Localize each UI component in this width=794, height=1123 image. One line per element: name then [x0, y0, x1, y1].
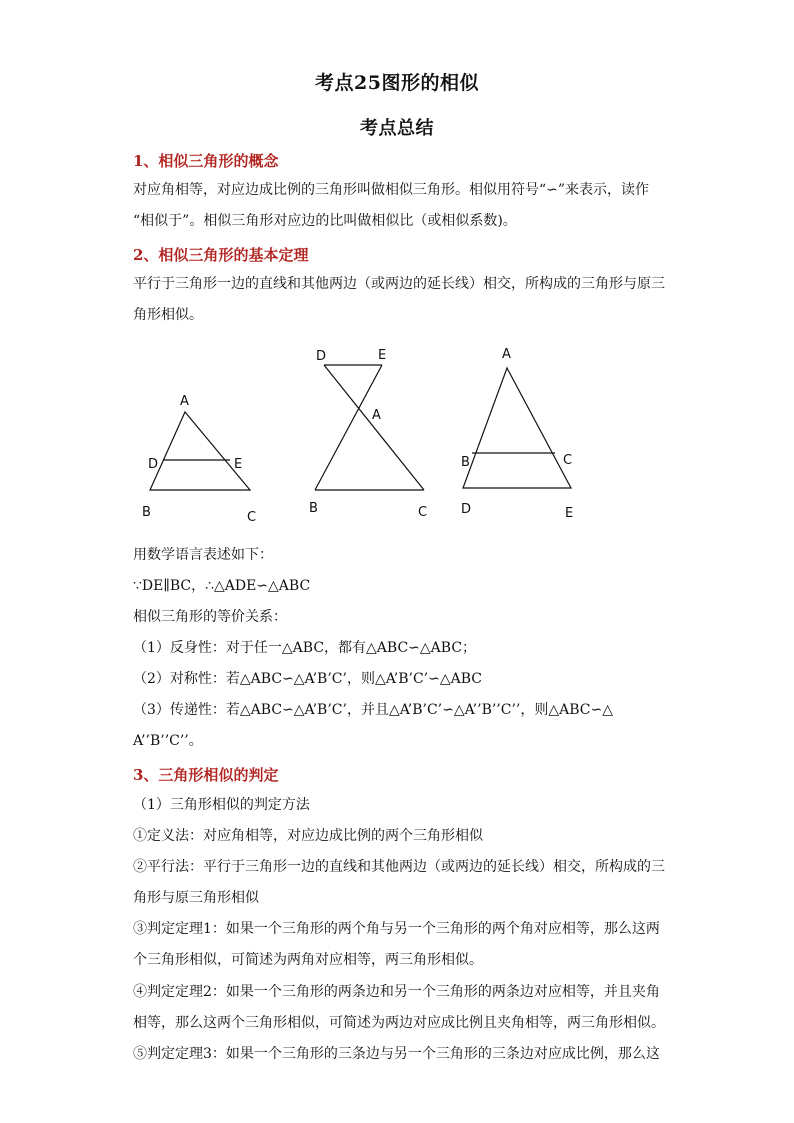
- figure-hourglass: [300, 340, 450, 525]
- label-e: E: [378, 348, 387, 363]
- label-d: D: [461, 502, 472, 517]
- method-theorem3: ⑤判定定理3：如果一个三角形的三条边与另一个三角形的三条边对应成比例，那么这: [133, 1046, 660, 1062]
- relation-symmetric: （2）对称性：若△ABC∽△A’B’C’，则△A’B’C’∽△ABC: [133, 671, 482, 687]
- relation-reflexive: （1）反身性：对于任一△ABC，都有△ABC∽△ABC；: [133, 640, 477, 656]
- section2-heading: 2、相似三角形的基本定理: [133, 246, 309, 264]
- label-c: C: [418, 505, 428, 520]
- section1-heading: 1、相似三角形的概念: [133, 152, 279, 170]
- relation-transitive-cont: A’’B’’C’’。: [133, 733, 203, 749]
- label-a: A: [180, 394, 189, 409]
- section3-heading: 3、三角形相似的判定: [133, 766, 279, 784]
- label-a: A: [502, 347, 511, 362]
- method-parallel-cont: 角形与原三角形相似: [133, 890, 259, 906]
- method-theorem1-cont: 个三角形相似，可简述为两角对应相等，两三角形相似。: [133, 952, 483, 968]
- segment-dc: [324, 365, 424, 490]
- label-c: C: [563, 453, 573, 468]
- page-title: 考点25图形的相似: [315, 72, 479, 94]
- section1-line1: 对应角相等，对应边成比例的三角形叫做相似三角形。相似用符号“∽”来表示，读作: [133, 182, 650, 198]
- section2-line1: 平行于三角形一边的直线和其他两边（或两边的延长线）相交，所构成的三角形与原三: [133, 276, 665, 292]
- label-d: D: [316, 349, 327, 364]
- triangle-abc: [150, 412, 250, 490]
- section1-line2: “相似于”。相似三角形对应边的比叫做相似比（或相似系数)。: [133, 213, 517, 229]
- section3-subheading: （1）三角形相似的判定方法: [133, 797, 310, 813]
- section2-line2: 角形相似。: [133, 307, 203, 323]
- label-b: B: [309, 501, 318, 516]
- label-a: A: [372, 408, 381, 423]
- label-b: B: [142, 505, 151, 520]
- method-parallel: ②平行法：平行于三角形一边的直线和其他两边（或两边的延长线）相交，所构成的三: [133, 859, 665, 875]
- segment-eb: [315, 365, 382, 490]
- relation-transitive: （3）传递性：若△ABC∽△A’B’C’，并且△A’B’C’∽△A’’B’’C’’，则△ABC∽△: [133, 702, 613, 718]
- math-intro: 用数学语言表述如下：: [133, 547, 273, 563]
- label-e: E: [234, 457, 243, 472]
- label-d: D: [148, 457, 159, 472]
- label-c: C: [247, 510, 257, 525]
- math-statement: ∵DE∥BC，∴△ADE∽△ABC: [133, 578, 311, 594]
- method-theorem2: ④判定定理2：如果一个三角形的两条边和另一个三角形的两条边对应相等，并且夹角: [133, 984, 660, 1000]
- triangle-ade: [463, 368, 571, 488]
- figure-triangle-parallel: [130, 385, 280, 530]
- figure-extended-triangle: [450, 340, 590, 525]
- label-e: E: [565, 506, 574, 521]
- method-theorem1: ③判定定理1：如果一个三角形的两个角与另一个三角形的两个角对应相等，那么这两: [133, 921, 660, 937]
- label-b: B: [461, 455, 470, 470]
- method-definition: ①定义法：对应角相等，对应边成比例的两个三角形相似: [133, 828, 483, 844]
- method-theorem2-cont: 相等，那么这两个三角形相似，可简述为两边对应成比例且夹角相等，两三角形相似。: [133, 1015, 665, 1031]
- relations-title: 相似三角形的等价关系：: [133, 609, 287, 625]
- page-subtitle: 考点总结: [360, 118, 434, 139]
